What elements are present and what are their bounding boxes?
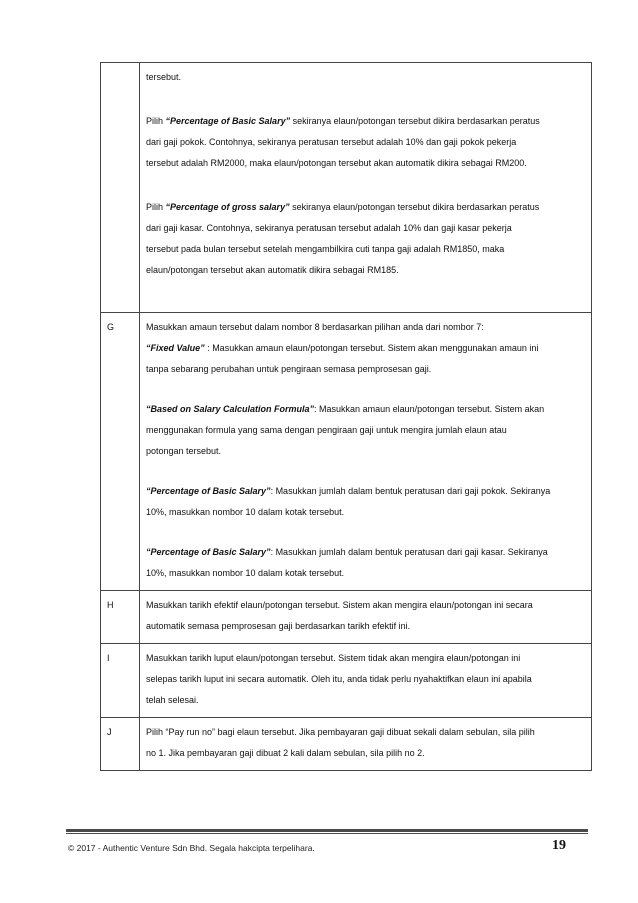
row-key: I [101, 644, 140, 718]
paragraph: dari gaji kasar. Contohnya, sekiranya peratusan tersebut adalah 10% dan gaji kasar pekerja [146, 223, 512, 233]
paragraph: Masukkan tarikh efektif elaun/potongan tersebut. Sistem akan mengira elaun/potongan ini secara [146, 600, 533, 610]
paragraph: Masukkan tarikh luput elaun/potongan tersebut. Sistem tidak akan mengira elaun/potongan ini [146, 653, 521, 663]
paragraph: no 1. Jika pembayaran gaji dibuat 2 kali dalam sebulan, sila pilih no 2. [146, 748, 425, 758]
page-number: 19 [552, 838, 566, 853]
table-row [101, 313, 592, 591]
row-text [140, 63, 592, 313]
paragraph: “Based on Salary Calculation Formula”: Masukkan amaun elaun/potongan tersebut. Sistem akan [146, 404, 545, 414]
footer-divider-thin [66, 833, 588, 834]
table-row [101, 63, 592, 313]
paragraph: selepas tarikh luput ini secara automatik. Oleh itu, anda tidak perlu nyahaktifkan elaun ini apabila [146, 674, 532, 684]
table-row [101, 644, 592, 718]
paragraph: Pilih “Pay run no” bagi elaun tersebut. Jika pembayaran gaji dibuat sekali dalam sebulan, sila pilih [146, 727, 535, 737]
row-key [101, 63, 140, 313]
option-label: “Fixed Value” [146, 343, 205, 353]
paragraph: tersebut. [146, 72, 182, 82]
paragraph: Masukkan amaun tersebut dalam nombor 8 berdasarkan pilihan anda dari nombor 7: [146, 322, 484, 332]
footer-copyright: © 2017 - Authentic Venture Sdn Bhd. Segala hakcipta terpelihara. [68, 843, 315, 853]
paragraph: elaun/potongan tersebut akan automatik dikira sebagai RM185. [146, 265, 399, 275]
paragraph: telah selesai. [146, 695, 199, 705]
paragraph: “Percentage of Basic Salary”: Masukkan jumlah dalam bentuk peratusan dari gaji kasar. Sekiranya [146, 547, 548, 557]
paragraph: dari gaji pokok. Contohnya, sekiranya peratusan tersebut adalah 10% dan gaji pokok pekerja [146, 137, 517, 147]
table-row [101, 591, 592, 644]
option-label: “Percentage of Basic Salary” [146, 486, 271, 496]
paragraph: 10%, masukkan nombor 10 dalam kotak tersebut. [146, 507, 345, 517]
paragraph: “Percentage of Basic Salary”: Masukkan jumlah dalam bentuk peratusan dari gaji pokok. Sekiranya [146, 486, 551, 496]
row-key: H [101, 591, 140, 644]
paragraph: Pilih “Percentage of Basic Salary” sekiranya elaun/potongan tersebut dikira berdasarkan peratus [146, 116, 540, 126]
paragraph: 10%, masukkan nombor 10 dalam kotak tersebut. [146, 568, 345, 578]
table-row [101, 718, 592, 771]
paragraph: potongan tersebut. [146, 446, 222, 456]
row-text [140, 718, 592, 771]
option-label: “Based on Salary Calculation Formula” [146, 404, 315, 414]
row-key: J [101, 718, 140, 771]
footer-divider [66, 829, 588, 832]
paragraph: “Fixed Value” : Masukkan amaun elaun/potongan tersebut. Sistem akan menggunakan amaun ini [146, 343, 539, 353]
option-label: “Percentage of Basic Salary” [146, 547, 271, 557]
instruction-table [100, 62, 592, 771]
row-text [140, 644, 592, 718]
option-label: “Percentage of gross salary” [165, 202, 290, 212]
option-label: “Percentage of Basic Salary” [165, 116, 291, 126]
paragraph: tersebut pada bulan tersebut setelah mengambilkira cuti tanpa gaji adalah RM1850, maka [146, 244, 505, 254]
row-text [140, 591, 592, 644]
paragraph: menggunakan formula yang sama dengan pengiraan gaji untuk mengira jumlah elaun atau [146, 425, 507, 435]
paragraph: tanpa sebarang perubahan untuk pengiraan semasa pemprosesan gaji. [146, 364, 432, 374]
paragraph: tersebut adalah RM2000, maka elaun/potongan tersebut akan automatik dikira sebagai RM200. [146, 158, 527, 168]
row-text [140, 313, 592, 591]
paragraph: automatik semasa pemprosesan gaji berdasarkan tarikh efektif ini. [146, 621, 411, 631]
row-key: G [101, 313, 140, 591]
paragraph: Pilih “Percentage of gross salary” sekiranya elaun/potongan tersebut dikira berdasarkan peratus [146, 202, 540, 212]
